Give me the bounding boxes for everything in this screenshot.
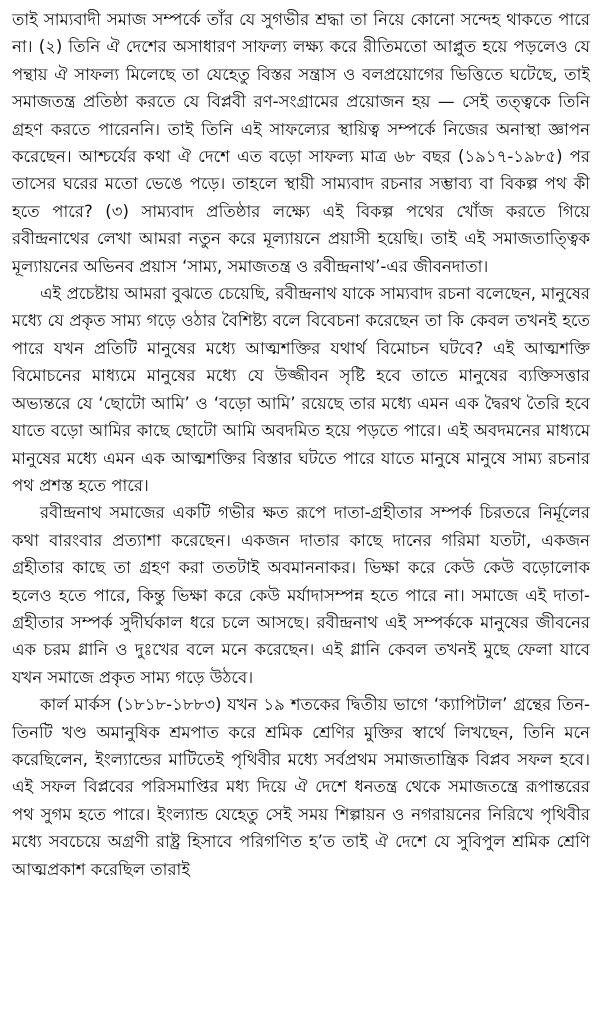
paragraph-2: এই প্রচেষ্টায় আমরা বুঝতে চেয়েছি, রবীন্দ্রনাথ যাকে সাম্যবাদ রচনা বলেছেন, মানুষের মধ্যে যে প্রকৃত সাম্য গড়ে ওঠার বৈশিষ্ট্য বলে বিবেচনা করেছেন তা কি কেবল তখনই হতে পারে যখন প্রতিটি মানুষের মধ্যে আত্মশক্তির যথার্থ বিমোচন ঘটবে? এই আত্মশক্তি বিমোচনের মাধ্যমে মানুষের মধ্যে যে উজ্জীবন সৃষ্টি হবে তাতে মানুষের ব্যক্তিসত্তার অভ্যন্তরে যে ‘ছোটো আমি’ ও ‘বড়ো আমি’ রয়েছে তার মধ্যে এমন এক দ্বৈরথ তৈরি হবে যাতে বড়ো আমির কাছে ছোটো আমি অবদমিত হয়ে পড়তে পারে। এই অবদমনের মাধ্যমে মানুষের মধ্যে এমন এক আত্মশক্তির বিস্তার ঘটতে পারে যাতে মানুষে মানুষে সাম্য রচনার পথ প্রশস্ত হতে পারে। xyxy=(12,284,590,495)
paragraph-3: রবীন্দ্রনাথ সমাজের একটি গভীর ক্ষত রূপে দাতা-গ্রহীতার সম্পর্ক চিরতরে নির্মূলের কথা বারংবার প্রত্যাশা করেছেন। একজন দাতার কাছে দানের গরিমা যতটা, একজন গ্রহীতার কাছে তা গ্রহণ করা ততটাই অবমাননাকর। ভিক্ষা করে কেউ কেউ বড়োলোক হলেও হতে পারে, কিন্তু ভিক্ষা করে কেউ মর্যাদাসম্পন্ন হতে পারে না। সমাজে এই দাতা-গ্রহীতার সম্পর্ক সুদীর্ঘকাল ধরে চলে আসছে। রবীন্দ্রনাথ এই সম্পর্ককে মানুষের জীবনের এক চরম গ্লানি ও দুঃখের বলে মনে করেছেন। এই গ্লানি কেবল তখনই মুছে ফেলা যাবে যখন সমাজে প্রকৃত সাম্য গড়ে উঠবে। xyxy=(12,503,590,687)
paragraph-1: তাই সাম্যবাদী সমাজ সম্পর্কে তাঁর যে সুগভীর শ্রদ্ধা তা নিয়ে কোনো সন্দেহ থাকতে পারে না। (২) তিনি ঐ দেশের অসাধারণ সাফল্য লক্ষ্য করে রীতিমতো আপ্লুত হয়ে পড়লেও যে পন্থায় ঐ সাফল্য মিলেছে তা যেহেতু বিস্তর সন্ত্রাস ও বলপ্রয়োগের ভিত্তিতে ঘটেছে, তাই সমাজতন্ত্র প্রতিষ্ঠা করতে যে বিপ্লবী রণ-সংগ্রামের প্রয়োজন হয় — সেই তত্ত্বকে তিনি গ্রহণ করতে পারেননি। তাই তিনি এই সাফল্যের স্থায়িত্ব সম্পর্কে নিজের অনাস্থা জ্ঞাপন করেছেন। আশ্চর্যের কথা ঐ দেশে এত বড়ো সাফল্য মাত্র ৬৮ বছর (১৯১৭-১৯৮৫) পর তাসের ঘরের মতো ভেঙে পড়ে। তাহলে স্থায়ী সাম্যবাদ রচনার সম্ভাব্য বা বিকল্প পথ কী হতে পারে? (৩) সাম্যবাদ প্রতিষ্ঠার লক্ষ্যে এই বিকল্প পথের খোঁজ করতে গিয়ে রবীন্দ্রনাথের লেখা আমরা নতুন করে মূল্যায়নে প্রয়াসী হয়েছি। তাই এই সমাজতাত্ত্বিক মূল্যায়নের অভিনব প্রয়াস ‘সাম্য, সমাজতন্ত্র ও রবীন্দ্রনাথ’-এর জীবনদাতা। xyxy=(12,10,590,276)
paragraph-4: কার্ল মার্কস (১৮১৮-১৮৮৩) যখন ১৯ শতকের দ্বিতীয় ভাগে ‘ক্যাপিটাল’ গ্রন্থের তিন-তিনটি খণ্ড অমানুষিক শ্রমপাত করে শ্রমিক শ্রেণির মুক্তির স্বার্থে লিখছেন, তিনি মনে করেছিলেন, ইংল্যান্ডের মাটিতেই পৃথিবীর মধ্যে সর্বপ্রথম সমাজতান্ত্রিক বিপ্লব সফল হবে। এই সফল বিপ্লবের পরিসমাপ্তির মধ্য দিয়ে ঐ দেশে ধনতন্ত্র থেকে সমাজতন্ত্রে রূপান্তরের পথ সুগম হতে পারে। ইংল্যান্ড যেহেতু সেই সময় শিল্পায়ন ও নগরায়নের নিরিখে পৃথিবীর মধ্যে সবচেয়ে অগ্রণী রাষ্ট্র হিসাবে পরিগণিত হ’ত তাই ঐ দেশে যে সুবিপুল শ্রমিক শ্রেণি আত্মপ্রকাশ করেছিল তারাই xyxy=(12,695,590,879)
